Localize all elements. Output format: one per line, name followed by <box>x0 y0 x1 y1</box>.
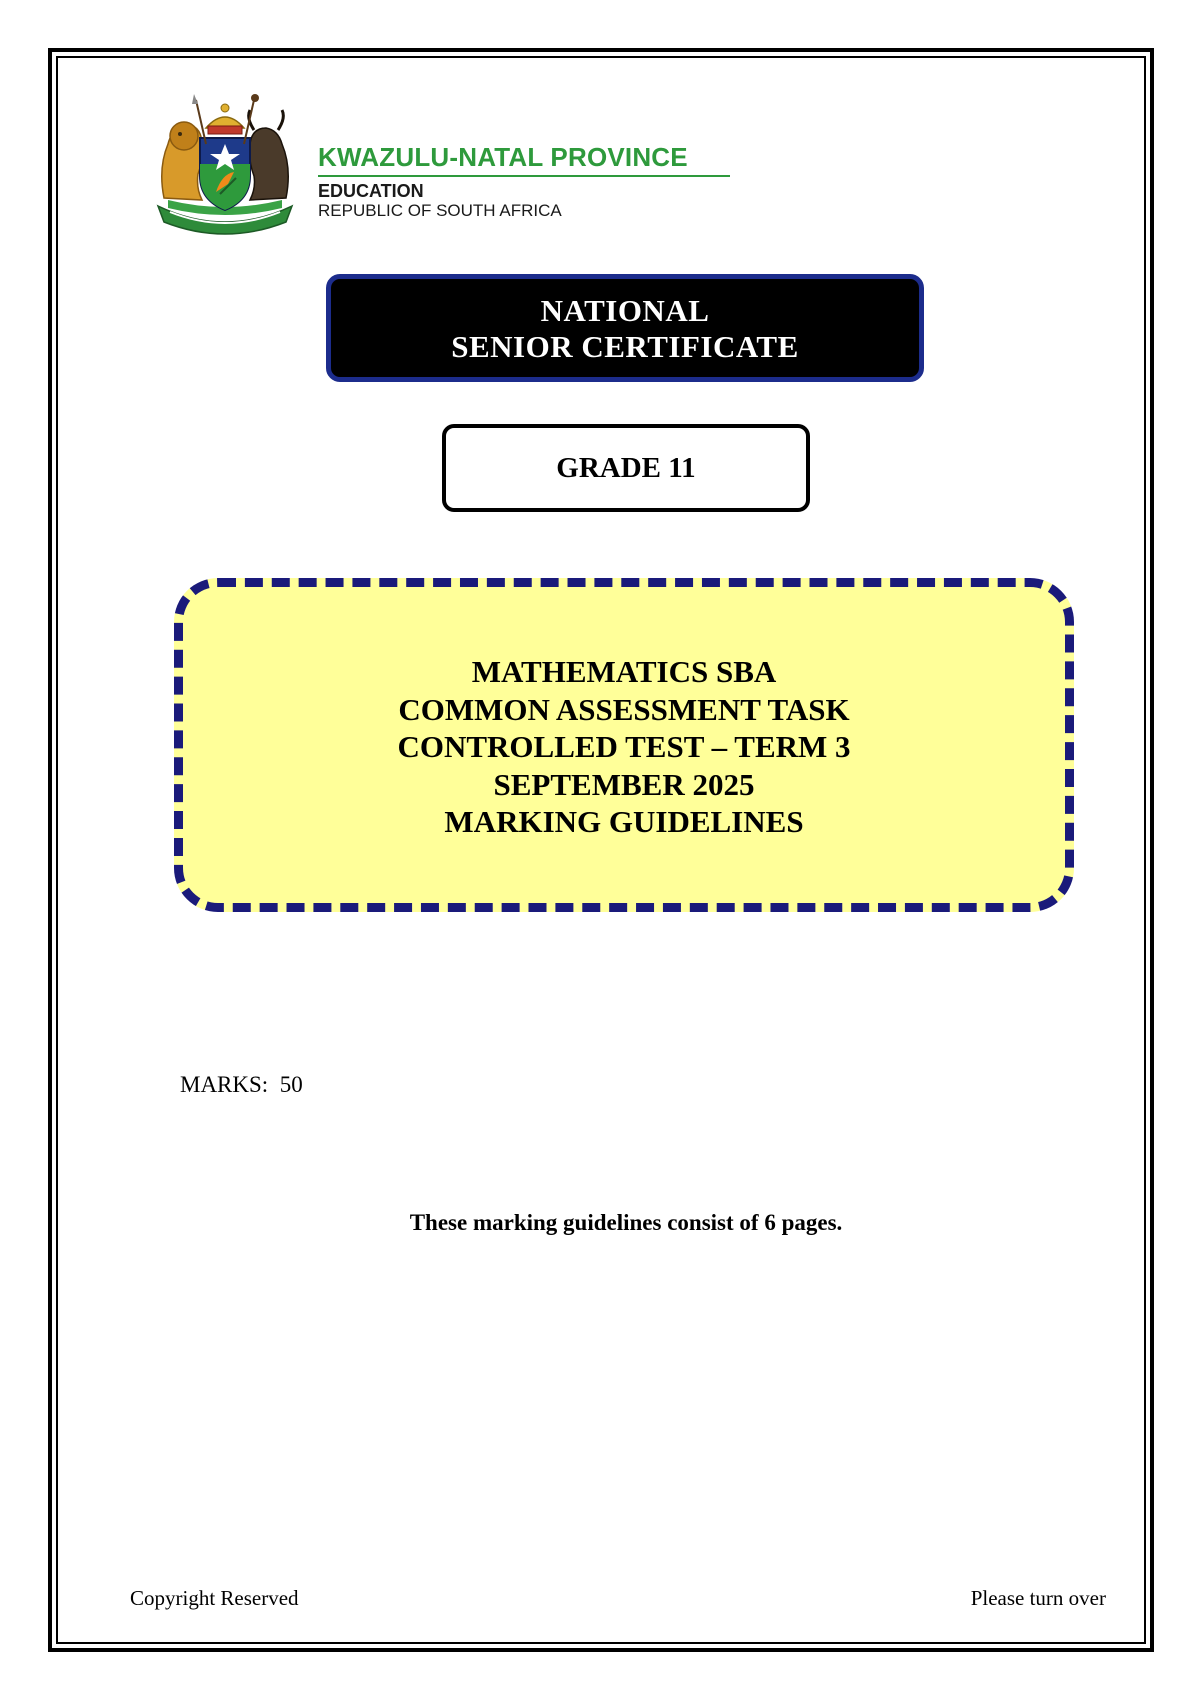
title-line: MATHEMATICS SBA <box>471 654 777 689</box>
title-line: CONTROLLED TEST – TERM 3 <box>397 729 851 764</box>
department-logo-text <box>318 142 730 220</box>
country-name: REPUBLIC OF SOUTH AFRICA <box>318 201 562 220</box>
title-line: MARKING GUIDELINES <box>444 804 804 839</box>
marks-total: MARKS: 50 <box>180 1072 303 1097</box>
coat-of-arms-icon <box>150 88 300 238</box>
footer-turn-over: Please turn over <box>970 1586 1106 1610</box>
nsc-banner <box>326 274 924 382</box>
department-name: EDUCATION <box>318 181 424 201</box>
nsc-banner-line1: NATIONAL <box>540 293 710 328</box>
nsc-banner-line2: SENIOR CERTIFICATE <box>451 329 799 364</box>
province-name: KWAZULU-NATAL PROVINCE <box>318 142 730 177</box>
title-box <box>174 578 1074 912</box>
footer-copyright: Copyright Reserved <box>130 1586 299 1610</box>
title-line: SEPTEMBER 2025 <box>493 766 755 802</box>
page-count-note: These marking guidelines consist of 6 pages. <box>409 1210 843 1235</box>
grade-box: GRADE 11 <box>442 424 810 512</box>
title-line: COMMON ASSESSMENT TASK <box>398 691 850 727</box>
